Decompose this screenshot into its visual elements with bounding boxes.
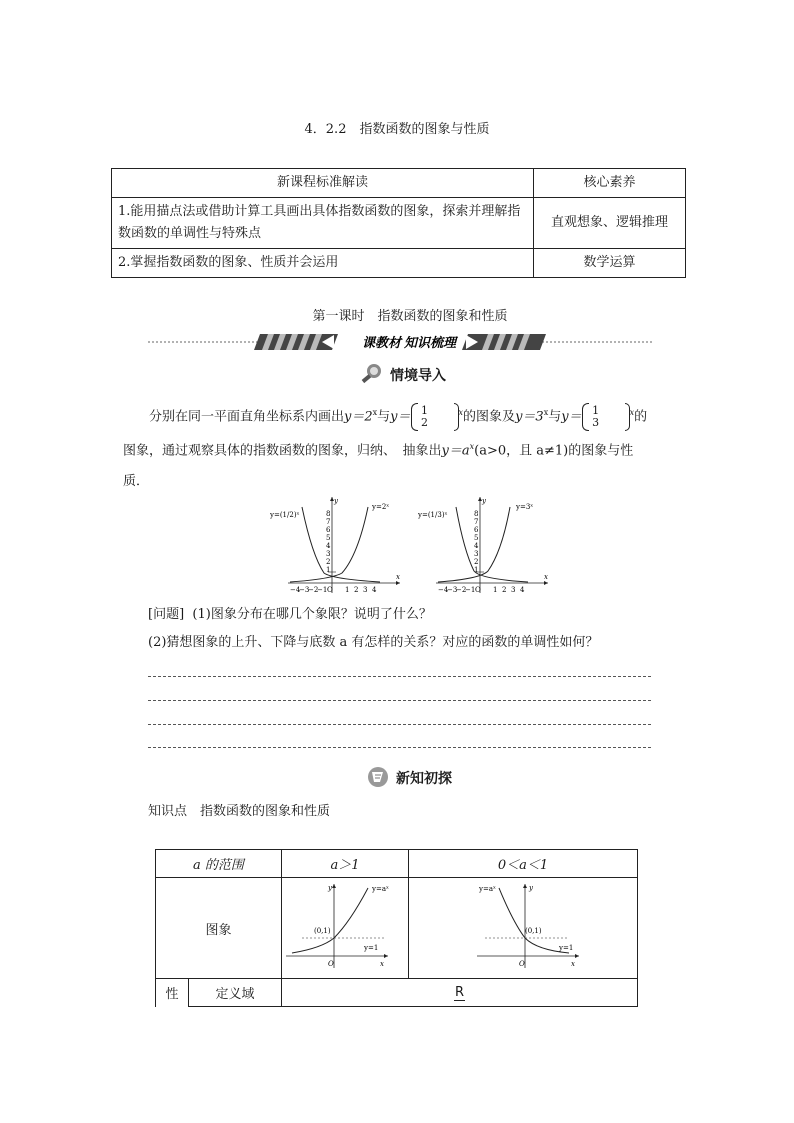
svg-text:4: 4 — [372, 586, 377, 594]
kp-row-graph-label: 图象 — [156, 878, 282, 979]
svg-text:−3: −3 — [299, 586, 310, 594]
svg-text:8: 8 — [326, 510, 331, 518]
svg-text:−4: −4 — [438, 586, 449, 594]
svg-text:5: 5 — [474, 534, 479, 542]
svg-text:1: 1 — [493, 586, 498, 594]
graph2-x-ticks — [438, 586, 525, 594]
svg-text:2: 2 — [474, 558, 479, 566]
svg-text:x: x — [544, 573, 548, 581]
svg-text:2: 2 — [502, 586, 507, 594]
svg-text:y: y — [529, 884, 533, 892]
svg-text:4: 4 — [520, 586, 525, 594]
book-icon — [366, 765, 390, 789]
table-cell-literacy-2: 数学运算 — [534, 249, 686, 278]
question-block — [148, 601, 688, 657]
svg-text:y=1: y=1 — [559, 944, 574, 952]
kp-graph-increasing — [282, 878, 409, 979]
curriculum-table — [111, 168, 686, 278]
svg-text:O: O — [328, 960, 334, 968]
section-intro-title: 情境导入 — [390, 368, 446, 384]
svg-text:y: y — [482, 497, 486, 505]
svg-text:x: x — [380, 960, 384, 968]
svg-text:1: 1 — [326, 566, 331, 574]
svg-text:y=aˣ: y=aˣ — [479, 885, 496, 893]
properties-table — [155, 849, 638, 1007]
section-intro-header — [360, 362, 460, 386]
svg-text:3: 3 — [326, 550, 331, 558]
answer-line — [148, 724, 651, 725]
section-new-title: 新知初探 — [396, 771, 452, 787]
svg-text:y: y — [334, 497, 338, 505]
kp-graph-decreasing — [409, 878, 638, 979]
graph-base-3 — [418, 495, 553, 595]
svg-text:(0,1): (0,1) — [314, 927, 331, 935]
svg-text:3: 3 — [511, 586, 516, 594]
answer-line — [148, 676, 651, 677]
svg-text:4: 4 — [474, 542, 479, 550]
table-header-literacy: 核心素养 — [534, 169, 686, 198]
svg-text:6: 6 — [326, 526, 331, 534]
kp-header-a-lt-1: 0＜a＜1 — [409, 850, 638, 878]
svg-text:1: 1 — [474, 566, 479, 574]
svg-text:−3: −3 — [447, 586, 458, 594]
graph1-right-label: y=2ˣ — [372, 503, 390, 511]
svg-text:−1: −1 — [317, 586, 328, 594]
intro-paragraph: 分别在同一平面直角坐标系内画出$y=2^x$与y＝ 1 2$^x$的图象及$y=3^x$与y＝ 1 3$^x$的 图象，通过观察具体的指数函数的图象，归纳、 抽象出$y=a^x(a>0$，且 a≠1)的图象与性 质． — [123, 403, 648, 489]
answer-line — [148, 747, 651, 748]
graph1-x-ticks — [290, 586, 377, 594]
svg-text:−2: −2 — [456, 586, 467, 594]
svg-text:4: 4 — [326, 542, 331, 550]
magnifier-icon — [360, 362, 384, 386]
svg-text:6: 6 — [474, 526, 479, 534]
svg-text:2: 2 — [354, 586, 359, 594]
svg-text:y=aˣ: y=aˣ — [372, 885, 389, 893]
svg-text:1: 1 — [345, 586, 350, 594]
question-2: (2)猜想图象的上升、下降与底数 a 有怎样的关系？对应的函数的单调性如何？ — [148, 635, 599, 650]
kp-header-range: a 的范围 — [156, 850, 282, 878]
question-tag: [问题] — [148, 607, 185, 622]
banner-left-text: 课教材 — [362, 336, 402, 351]
table-cell-literacy-1: 直观想象、逻辑推理 — [534, 198, 686, 249]
svg-text:7: 7 — [474, 518, 479, 526]
svg-text:2: 2 — [326, 558, 331, 566]
svg-text:(0,1): (0,1) — [525, 927, 542, 935]
table-header-standard: 新课程标准解读 — [112, 169, 534, 198]
answer-line — [148, 700, 651, 701]
graph1-left-label: y=(1/2)ˣ — [270, 511, 300, 519]
kp-row-property-label: 性 — [156, 979, 189, 1007]
svg-text:8: 8 — [474, 510, 479, 518]
svg-text:x: x — [396, 573, 400, 581]
graph2-right-label: y=3ˣ — [516, 503, 534, 511]
kp-header-a-gt-1: a＞1 — [282, 850, 409, 878]
svg-text:3: 3 — [474, 550, 479, 558]
page-title: 4．2.2 指数函数的图象与性质 — [304, 122, 490, 137]
graph1-y-ticks — [326, 510, 331, 574]
section-banner — [148, 332, 652, 352]
question-1: (1)图象分布在哪几个象限？说明了什么？ — [192, 607, 432, 622]
svg-text:O: O — [475, 586, 481, 594]
table-cell-standard-1: 1.能用描点法或借助计算工具画出具体指数函数的图象，探索并理解指数函数的单调性与特殊点 — [112, 198, 534, 249]
graph-a-lt-1 — [409, 878, 637, 974]
svg-text:−4: −4 — [290, 586, 301, 594]
svg-text:y=1: y=1 — [364, 944, 379, 952]
banner-right-text: 知识梳理 — [404, 336, 457, 351]
lesson-title: 第一课时 指数函数的图象和性质 — [312, 309, 508, 324]
svg-text:3: 3 — [363, 586, 368, 594]
graph2-left-label: y=(1/3)ˣ — [418, 511, 448, 519]
knowledge-point-title: 知识点 指数函数的图象和性质 — [148, 804, 331, 819]
svg-text:y: y — [328, 884, 332, 892]
svg-text:−2: −2 — [308, 586, 319, 594]
svg-text:x: x — [571, 960, 575, 968]
graph-base-2 — [270, 495, 405, 595]
svg-text:O: O — [327, 586, 333, 594]
graph2-y-ticks — [474, 510, 479, 574]
table-cell-standard-2: 2.掌握指数函数的图象、性质并会运用 — [112, 249, 534, 278]
graph-a-gt-1 — [282, 878, 406, 974]
kp-row-domain-label: 定义域 — [189, 979, 282, 1007]
svg-text:7: 7 — [326, 518, 331, 526]
svg-text:−1: −1 — [465, 586, 476, 594]
svg-text:O: O — [519, 960, 525, 968]
section-new-header — [366, 765, 466, 789]
kp-domain-value: R — [282, 979, 638, 1007]
svg-text:5: 5 — [326, 534, 331, 542]
